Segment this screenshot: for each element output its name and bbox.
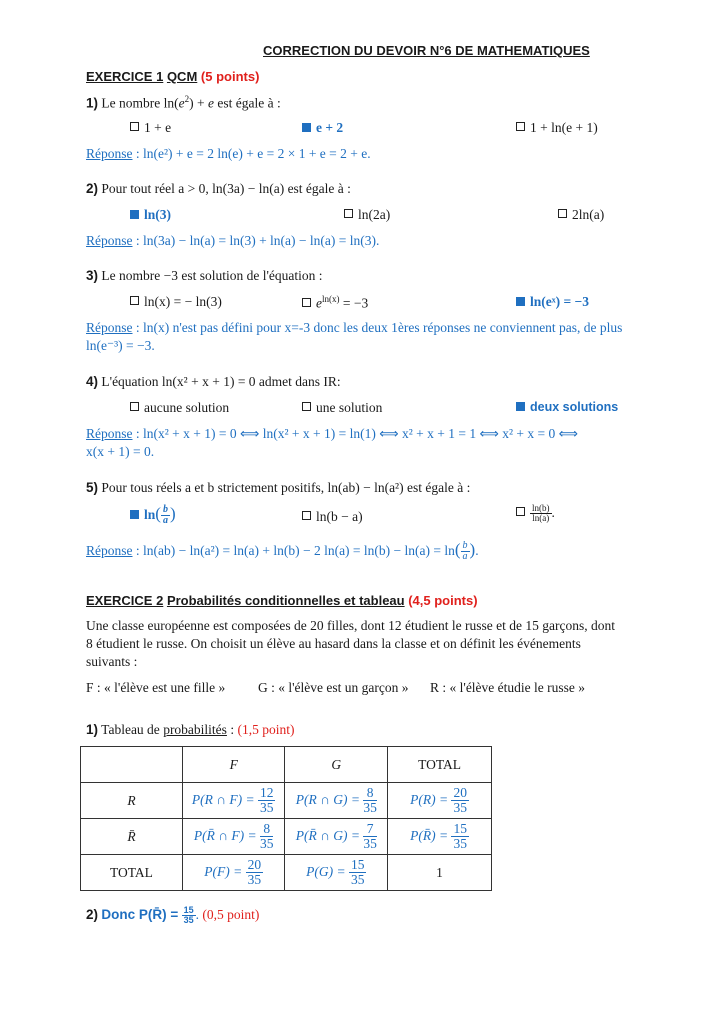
q5-option-2[interactable]: [302, 509, 363, 525]
answer-label: Réponse: [86, 146, 133, 161]
exercise-1-points: (5 points): [200, 69, 260, 84]
exercise-2-points: (4,5 points): [408, 593, 478, 608]
option-label: une solution: [316, 400, 383, 415]
fraction-numerator: 7: [363, 822, 377, 837]
table-cell: [285, 783, 388, 819]
q5-text: Pour tous réels a et b strictement positifs, ln(ab) − ln(a²) est égale à :: [101, 480, 471, 495]
ex2-q1-points: (1,5 point): [237, 722, 295, 737]
option-label: ln(2a): [358, 207, 391, 222]
q1-option-2[interactable]: [302, 120, 343, 136]
checkbox-empty-icon: [344, 209, 353, 218]
ex2-q1-number: 1): [86, 722, 99, 737]
fraction-numerator: 15: [453, 820, 467, 836]
table-header-cell: [81, 747, 183, 783]
ex2-q2-text: Donc P(R̄) =: [101, 907, 179, 923]
q2-statement: [86, 181, 351, 197]
exercise-1-header: [86, 69, 259, 84]
q1-option-3[interactable]: [516, 120, 598, 136]
fraction-denominator: 35: [453, 836, 467, 851]
q4-number: 4): [86, 374, 99, 389]
q1-text: Le nombre ln(: [101, 95, 179, 111]
page-title: CORRECTION DU DEVOIR N°6 DE MATHEMATIQUES: [263, 43, 590, 58]
option-label: 2ln(a): [572, 207, 605, 222]
fraction-numerator: 12: [259, 784, 274, 800]
fraction-denominator: 35: [363, 800, 377, 815]
answer-text: : ln(x² + x + 1) = 0 ⟺ ln(x² + x + 1) = ln(1) ⟺ x² + x + 1 = 1 ⟺ x² + x = 0 ⟺: [132, 426, 578, 441]
checkbox-empty-icon: [302, 402, 311, 411]
q5-option-3[interactable]: $\frac{\ln(b)}{\ln(a)}$ .: [516, 504, 555, 524]
option-label: ln(3): [144, 207, 171, 222]
exercise-1-label: EXERCICE 1: [86, 69, 164, 84]
fraction-numerator: 20: [453, 784, 467, 800]
checkbox-empty-icon: [302, 298, 311, 307]
table-header-cell: TOTAL: [388, 747, 492, 783]
q4-option-3[interactable]: [516, 400, 618, 414]
intro-line-3: suivants :: [86, 654, 138, 669]
q3-answer-line-2: ln(e⁻³) = −3.: [86, 338, 155, 353]
q3-text: Le nombre −3 est solution de l'équation :: [101, 268, 323, 283]
q3-answer-line-1: [86, 320, 622, 336]
q5-number: 5): [86, 480, 99, 495]
probability-table: [80, 746, 492, 891]
intro-line-1: Une classe européenne est composées de 20 filles, dont 12 étudient le russe et de 15 garçons, dont: [86, 618, 615, 633]
option-label: ln(eˣ) = −3: [530, 294, 589, 309]
table-cell: [285, 819, 388, 855]
fraction-numerator: 8: [260, 822, 274, 837]
exercise-2-label: EXERCICE 2: [86, 593, 164, 608]
q5-option-1[interactable]: ln( $\frac{b}{a}$ ): [130, 504, 176, 527]
table-header-row: [81, 747, 492, 783]
q1-text-c: est égale à :: [213, 95, 281, 111]
table-row-label: R: [81, 783, 183, 819]
q4-statement: [86, 374, 341, 390]
answer-text: : ln(3a) − ln(a) = ln(3) + ln(a) − ln(a) = ln(3).: [132, 233, 380, 248]
ex2-q1-text-end: :: [226, 722, 238, 737]
option-label: 1 + e: [144, 120, 172, 135]
table-row: [81, 783, 492, 819]
q5-answer: Réponse : ln(ab) − ln(a²) = ln(a) + ln(b) − 2 ln(a) = ln(b) − ln(a) = ln( $\frac{b}{a}$ ).: [86, 539, 479, 563]
fraction-denominator: 35: [259, 836, 274, 851]
answer-text: : ln(e²) + e = 2 ln(e) + e = 2 × 1 + e = 2 + e.: [132, 146, 371, 161]
fraction-denominator: a: [162, 515, 168, 527]
fraction-denominator: 35: [247, 872, 262, 887]
q4-answer-line-1: [86, 426, 578, 442]
answer-label: Réponse: [86, 543, 133, 558]
fraction-numerator: ln(b): [532, 503, 550, 513]
fraction-numerator: 20: [247, 856, 262, 872]
fraction-denominator: a: [462, 551, 468, 563]
table-row: [81, 855, 492, 891]
q2-text: Pour tout réel a > 0, ln(3a) − ln(a) est égale à :: [101, 181, 351, 196]
cell-lhs: P(G) =: [306, 863, 346, 879]
table-row-label: R̄: [81, 819, 183, 855]
fraction-numerator: 8: [363, 786, 377, 801]
q2-number: 2): [86, 181, 99, 196]
option-label: 1 + ln(e + 1): [530, 120, 598, 135]
checkbox-filled-icon: [130, 510, 139, 519]
ex2-q1-statement: [86, 722, 294, 738]
table-row: [81, 819, 492, 855]
option-label: = −3: [339, 295, 369, 311]
answer-label: Réponse: [86, 320, 133, 335]
table-cell: [388, 819, 492, 855]
q2-option-1[interactable]: [130, 207, 171, 223]
q4-option-2[interactable]: [302, 400, 382, 416]
checkbox-filled-icon: [130, 210, 139, 219]
option-label: ln(x) = − ln(3): [144, 294, 222, 309]
cell-lhs: P(R̄ ∩ F) =: [193, 827, 257, 843]
checkbox-empty-icon: [130, 402, 139, 411]
answer-label: Réponse: [86, 233, 133, 248]
q1-option-1[interactable]: [130, 120, 171, 136]
intro-line-2: 8 étudient le russe. On choisit un élève au hasard dans la classe et on définit les événements: [86, 636, 581, 651]
checkbox-empty-icon: [130, 296, 139, 305]
q1-statement: 1) Le nombre $\ln(e^2) + e$ est égale à :: [86, 94, 281, 111]
table-header-cell: F: [182, 747, 285, 783]
checkbox-filled-icon: [516, 297, 525, 306]
q3-option-1[interactable]: [130, 294, 222, 310]
cell-lhs: P(R) =: [410, 791, 449, 807]
event-g: G : « l'élève est un garçon »: [258, 680, 409, 695]
option-base: e: [316, 295, 322, 311]
checkbox-empty-icon: [130, 122, 139, 131]
cell-lhs: P(R̄ ∩ G) =: [295, 827, 360, 843]
ex2-q1-text: Tableau de: [101, 722, 164, 737]
checkbox-filled-icon: [302, 123, 311, 132]
fraction-numerator: b: [162, 503, 168, 515]
ex2-q2-end: .: [195, 907, 200, 923]
q3-statement: [86, 268, 323, 284]
q3-option-2[interactable]: [302, 294, 368, 312]
event-f: F : « l'élève est une fille »: [86, 680, 226, 695]
checkbox-empty-icon: [516, 507, 525, 516]
option-exponent: ln(x): [322, 294, 340, 304]
q4-text: L'équation ln(x² + x + 1) = 0 admet dans IR:: [101, 374, 341, 389]
option-label: ln: [144, 507, 156, 522]
event-r: R : « l'élève étudie le russe »: [430, 680, 586, 695]
table-cell: [285, 855, 388, 891]
q2-option-2[interactable]: [344, 207, 390, 223]
table-cell: [182, 819, 285, 855]
q4-option-1[interactable]: [130, 400, 229, 416]
option-label: ln(b − a): [316, 509, 363, 524]
q4-answer-line-2: x(x + 1) = 0.: [86, 444, 155, 459]
cell-lhs: P(R ∩ G) =: [295, 791, 360, 807]
table-cell-total: 1: [388, 855, 492, 891]
table-row-label: TOTAL: [81, 855, 183, 891]
q3-option-3[interactable]: [516, 294, 589, 310]
option-label: deux solutions: [530, 400, 619, 414]
q3-number: 3): [86, 268, 99, 283]
ex2-q2-number: 2): [86, 907, 99, 923]
answer-text: : ln(ab) − ln(a²) = ln(a) + ln(b) − 2 ln(a) = ln(b) − ln(a) = ln: [132, 543, 455, 558]
exercise-1-name: QCM: [166, 69, 198, 84]
fraction-denominator: 35: [453, 800, 467, 815]
cell-lhs: P(R̄) =: [410, 827, 449, 843]
q1-answer: [86, 146, 371, 162]
table-cell: [182, 855, 285, 891]
ex2-q1-text-underlined: probabilités: [163, 722, 227, 737]
checkbox-filled-icon: [516, 402, 525, 411]
answer-label: Réponse: [86, 426, 133, 441]
cell-lhs: P(R ∩ F) =: [191, 791, 255, 807]
q2-answer: [86, 233, 379, 249]
answer-text: : ln(x) n'est pas défini pour x=-3 donc les deux 1ères réponses ne conviennent pas, de plus: [132, 320, 623, 335]
fraction-denominator: 35: [183, 915, 194, 926]
q1-number: 1): [86, 95, 99, 111]
fraction-denominator: 35: [350, 872, 365, 887]
option-label: aucune solution: [144, 400, 230, 415]
fraction-numerator: b: [462, 539, 468, 551]
exercise-2-name: Probabilités conditionnelles et tableau: [166, 593, 405, 608]
ex2-q2-statement: [86, 906, 259, 926]
table-cell: [182, 783, 285, 819]
fraction-denominator: 35: [363, 836, 377, 851]
q1-text-b: ) +: [189, 95, 208, 111]
checkbox-empty-icon: [516, 122, 525, 131]
checkbox-empty-icon: [558, 209, 567, 218]
cell-lhs: P(F) =: [204, 863, 243, 879]
q5-statement: [86, 480, 470, 496]
ex2-q2-points: (0,5 point): [202, 907, 260, 923]
fraction-denominator: ln(a): [532, 513, 550, 524]
option-label: e + 2: [316, 120, 344, 135]
fraction-denominator: 35: [259, 800, 274, 815]
fraction-numerator: 15: [183, 905, 194, 915]
exercise-2-header: [86, 593, 478, 608]
checkbox-empty-icon: [302, 511, 311, 520]
q2-option-3[interactable]: [558, 207, 604, 223]
table-header-cell: G: [285, 747, 388, 783]
fraction-numerator: 15: [350, 856, 365, 872]
table-cell: [388, 783, 492, 819]
